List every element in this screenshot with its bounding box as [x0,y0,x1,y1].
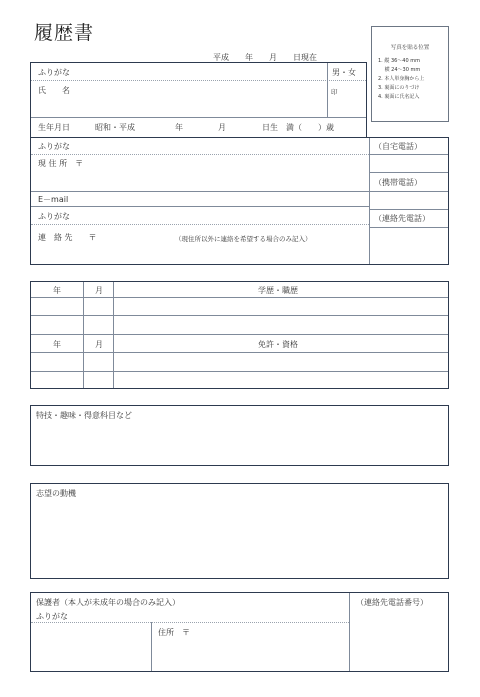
guardian-label: 保護者（本人が未成年の場合のみ記入） [36,598,180,607]
gender-field[interactable]: 男・女 [332,68,356,77]
contact-address-label: 連 絡 先 〒 [38,233,97,242]
email-label: E－mail [38,195,69,204]
photo-instruction: 2. 本人単身胸から上 [378,76,425,82]
history-year-header: 年 [53,286,61,295]
birth-month-label: 月 [218,123,226,132]
seal-mark: 印 [331,88,338,96]
birth-eras[interactable]: 昭和・平成 [95,123,135,132]
education-header: 学歴・職歴 [258,286,298,295]
name-label: 氏 名 [38,86,70,95]
furigana-label: ふりがな [38,68,70,77]
contact-furigana-label: ふりがな [38,212,70,221]
license-header: 免許・資格 [258,340,298,349]
skills-label: 特技・趣味・得意科目など [36,411,132,420]
contact-phone-label: （連絡先電話） [374,214,430,223]
photo-instruction: 1. 縦 36～40 mm [378,58,421,64]
photo-box [371,26,449,122]
mobile-phone-label: （携帯電話） [374,178,422,187]
birth-year-label: 年 [175,123,183,132]
birth-day-age-label: 日生 満（ ）歳 [262,123,334,132]
motivation-label: 志望の動機 [36,489,76,498]
photo-instruction: 3. 裏面にのりづけ [378,85,420,91]
history-month-header: 月 [95,286,103,295]
address-box [30,137,449,265]
home-phone-label: （自宅電話） [374,142,422,151]
guardian-address-label: 住所 〒 [158,628,190,637]
photo-instruction: 4. 裏面に氏名記入 [378,94,420,100]
address-furigana-label: ふりがな [38,142,70,151]
birth-label: 生年月日 [38,123,70,132]
photo-instructions [378,57,424,102]
guardian-phone-label: （連絡先電話番号） [356,598,428,607]
license-year-header: 年 [53,340,61,349]
date-line: 平成 年 月 日現在 [213,53,317,62]
motivation-box[interactable] [30,483,449,579]
current-address-label: 現 住 所 〒 [38,159,84,168]
photo-caption: 写真を貼る位置 [390,45,430,51]
photo-instruction: 横 24～30 mm [378,67,421,73]
guardian-furigana-label: ふりがな [36,612,68,621]
page-title: 履歴書 [34,22,95,44]
license-month-header: 月 [95,340,103,349]
contact-note: （現住所以外に連絡を希望する場合のみ記入） [175,235,312,243]
